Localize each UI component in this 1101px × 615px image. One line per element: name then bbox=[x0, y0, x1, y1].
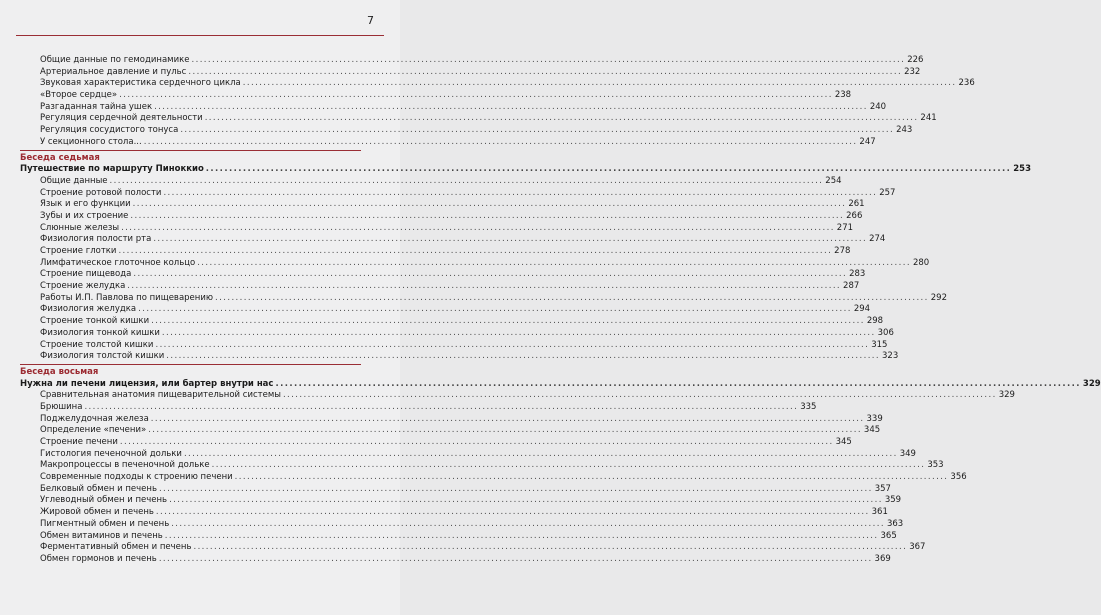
toc-entry-title: Общие данные bbox=[40, 175, 108, 186]
leader-dots bbox=[283, 390, 997, 402]
toc-entry-page: 349 bbox=[899, 448, 916, 459]
toc-entry-title: Лимфатическое глоточное кольцо bbox=[40, 257, 196, 268]
toc-entry-title: Современные подходы к строению печени bbox=[40, 472, 233, 483]
toc-entry-title: Пигментный обмен и печень bbox=[40, 518, 170, 529]
toc-entry[interactable] bbox=[20, 401, 817, 414]
toc-entry[interactable] bbox=[20, 292, 947, 305]
toc-entry-page: 261 bbox=[848, 199, 865, 210]
toc-entry-page: 367 bbox=[909, 542, 926, 553]
toc-entry-page: 271 bbox=[836, 222, 854, 233]
toc-entry[interactable] bbox=[20, 55, 924, 67]
chapter-entry[interactable] bbox=[20, 164, 1031, 176]
toc-entry[interactable] bbox=[20, 460, 944, 472]
toc-entry-title: Обмен витаминов и печень bbox=[40, 530, 163, 541]
leader-dots bbox=[235, 472, 949, 484]
toc-block-hemodynamics bbox=[20, 55, 975, 149]
toc-entry[interactable] bbox=[20, 495, 902, 507]
toc-entry[interactable] bbox=[20, 125, 913, 137]
toc-entry-title: Строение печени bbox=[40, 437, 118, 447]
leader-dots bbox=[156, 507, 870, 519]
toc-entry-page: 254 bbox=[825, 175, 842, 186]
leader-dots bbox=[275, 379, 1080, 391]
leader-dots bbox=[119, 90, 833, 102]
toc-entry-title: Зубы и их строение bbox=[40, 210, 129, 221]
toc-entry-page: 283 bbox=[849, 269, 866, 280]
toc-entry-page: 226 bbox=[907, 55, 924, 65]
toc-entry-page: 353 bbox=[927, 460, 944, 471]
toc-entry[interactable] bbox=[20, 390, 1015, 402]
toc-entry-title: «Второе сердце» bbox=[40, 90, 118, 101]
leader-dots bbox=[205, 113, 919, 125]
leader-dots bbox=[120, 437, 834, 449]
toc-entry[interactable] bbox=[20, 199, 865, 211]
section-rule bbox=[20, 150, 361, 151]
toc-entry-page: 339 bbox=[866, 413, 883, 424]
header-rule bbox=[16, 35, 384, 36]
leader-dots bbox=[206, 164, 1011, 176]
toc-entry-title: Физиология толстой кишки bbox=[40, 351, 165, 362]
toc-entry-page: 369 bbox=[874, 553, 891, 564]
toc-entry[interactable] bbox=[20, 518, 904, 531]
toc-entry-title: Строение глотки bbox=[40, 246, 117, 256]
leader-dots bbox=[197, 258, 911, 270]
toc-entry[interactable] bbox=[20, 113, 937, 125]
chapter-page: 253 bbox=[1013, 164, 1031, 175]
chapter-title: Нужна ли печени лицензия, или бартер внутри нас bbox=[20, 378, 274, 389]
toc-entry-title: Строение желудка bbox=[40, 281, 126, 292]
toc-entry-title: Строение пищевода bbox=[40, 269, 132, 280]
toc-entry-page: 298 bbox=[866, 316, 884, 327]
toc-entry-title: Строение тонкой кишки bbox=[40, 316, 150, 327]
toc-entry-page: 257 bbox=[879, 187, 896, 198]
leader-dots bbox=[184, 449, 898, 461]
toc-entry[interactable] bbox=[20, 78, 975, 90]
table-of-contents bbox=[20, 55, 1101, 566]
toc-entry[interactable] bbox=[20, 90, 852, 102]
leader-dots bbox=[180, 125, 894, 137]
leader-dots bbox=[166, 351, 880, 363]
leader-dots bbox=[127, 281, 841, 293]
toc-entry[interactable] bbox=[20, 257, 930, 270]
toc-entry-page: 345 bbox=[863, 425, 881, 436]
toc-entry-title: Жировой обмен и печень bbox=[40, 507, 154, 518]
toc-entry[interactable] bbox=[20, 507, 888, 519]
toc-entry-page: 315 bbox=[871, 339, 888, 350]
toc-entry-title: У секционного стола... bbox=[40, 136, 142, 147]
toc-entry-title: Разгаданная тайна ушек bbox=[40, 101, 153, 112]
toc-entry-title: Регуляция сердечной деятельности bbox=[40, 113, 203, 124]
leader-dots bbox=[169, 495, 883, 507]
toc-entry-title: Язык и его функции bbox=[40, 199, 131, 210]
toc-entry[interactable] bbox=[20, 210, 863, 223]
leader-dots bbox=[133, 269, 847, 281]
toc-entry-title: Белковый обмен и печень bbox=[40, 483, 157, 494]
toc-entry-title: Общие данные по гемодинамике bbox=[40, 55, 190, 65]
toc-entry-page: 345 bbox=[835, 437, 852, 447]
toc-entry[interactable] bbox=[20, 246, 851, 258]
leader-dots bbox=[171, 519, 885, 531]
toc-entry[interactable] bbox=[20, 483, 891, 496]
toc-entry-page: 335 bbox=[800, 401, 817, 412]
toc-entry[interactable] bbox=[20, 316, 884, 328]
toc-entry[interactable] bbox=[20, 101, 887, 114]
leader-dots bbox=[215, 293, 929, 305]
toc-entry[interactable] bbox=[20, 339, 888, 352]
toc-entry[interactable] bbox=[20, 175, 842, 188]
toc-entry-page: 243 bbox=[896, 125, 913, 136]
toc-entry-page: 278 bbox=[834, 246, 851, 256]
toc-entry[interactable] bbox=[20, 187, 896, 200]
toc-entry[interactable] bbox=[20, 269, 866, 281]
toc-entry-page: 241 bbox=[920, 113, 937, 124]
toc-entry-title: Углеводный обмен и печень bbox=[40, 495, 168, 506]
leader-dots bbox=[193, 542, 907, 554]
toc-entry-title: Макропроцессы в печеночной дольке bbox=[40, 460, 210, 471]
leader-dots bbox=[151, 414, 865, 426]
toc-entry-title: Артериальное давление и пульс bbox=[40, 66, 187, 77]
toc-entry[interactable] bbox=[20, 542, 926, 554]
toc-entry[interactable] bbox=[20, 66, 921, 79]
page-number: 7 bbox=[367, 14, 374, 27]
toc-entry[interactable] bbox=[20, 304, 871, 316]
toc-entry-page: 365 bbox=[880, 530, 897, 541]
toc-entry[interactable] bbox=[20, 351, 899, 363]
toc-entry-title: Строение ротовой полости bbox=[40, 187, 162, 198]
toc-entry-title: Брюшина bbox=[40, 401, 83, 412]
chapter-page: 329 bbox=[1082, 378, 1101, 389]
toc-entry-page: 294 bbox=[853, 304, 871, 315]
leader-dots bbox=[165, 531, 879, 543]
section-rule bbox=[20, 364, 361, 365]
toc-entry-page: 292 bbox=[930, 292, 947, 303]
leader-dots bbox=[159, 554, 873, 566]
toc-entry-title: Физиология желудка bbox=[40, 304, 137, 315]
toc-entry-page: 329 bbox=[998, 390, 1015, 401]
section-heading-seventh: Беседа седьмая bbox=[20, 152, 100, 163]
toc-entry-page: 357 bbox=[874, 483, 891, 494]
toc-entry-page: 287 bbox=[843, 281, 860, 292]
toc-entry-title: Звуковая характеристика сердечного цикла bbox=[40, 78, 241, 89]
toc-entry-page: 363 bbox=[886, 518, 904, 529]
toc-entry-page: 280 bbox=[912, 257, 930, 268]
toc-entry-page: 323 bbox=[882, 351, 899, 362]
toc-entry-page: 232 bbox=[904, 66, 921, 77]
toc-entry[interactable] bbox=[20, 448, 916, 461]
leader-dots bbox=[133, 199, 847, 211]
toc-entry-page: 238 bbox=[834, 90, 852, 101]
leader-dots bbox=[155, 340, 869, 352]
leader-dots bbox=[118, 246, 832, 258]
toc-block-eighth bbox=[20, 390, 1015, 565]
leader-dots bbox=[162, 328, 876, 340]
toc-entry-title: Строение толстой кишки bbox=[40, 339, 154, 350]
toc-entry[interactable] bbox=[20, 553, 891, 566]
toc-entry[interactable] bbox=[20, 327, 894, 340]
toc-entry-title: Гистология печеночной дольки bbox=[40, 448, 182, 459]
leader-dots bbox=[148, 425, 862, 437]
leader-dots bbox=[110, 176, 824, 188]
leader-dots bbox=[121, 223, 835, 235]
leader-dots bbox=[151, 316, 865, 328]
toc-entry-page: 266 bbox=[846, 210, 863, 221]
leader-dots bbox=[144, 137, 858, 149]
leader-dots bbox=[130, 211, 844, 223]
toc-entry-title: Обмен гормонов и печень bbox=[40, 553, 157, 564]
toc-entry[interactable] bbox=[20, 281, 860, 293]
toc-entry[interactable] bbox=[20, 413, 883, 426]
toc-block-seventh bbox=[20, 175, 947, 363]
toc-entry-page: 247 bbox=[859, 136, 876, 147]
leader-dots bbox=[153, 234, 867, 246]
leader-dots bbox=[138, 304, 852, 316]
toc-entry[interactable] bbox=[20, 222, 854, 235]
toc-entry[interactable] bbox=[20, 136, 876, 149]
leader-dots bbox=[191, 55, 905, 67]
toc-entry[interactable] bbox=[20, 437, 852, 449]
section-heading-eighth: Беседа восьмая bbox=[20, 366, 99, 377]
toc-entry-page: 361 bbox=[871, 507, 888, 518]
toc-entry-title: Ферментативный обмен и печень bbox=[40, 542, 192, 553]
toc-entry[interactable] bbox=[20, 530, 897, 543]
leader-dots bbox=[212, 460, 926, 472]
chapter-entry[interactable] bbox=[20, 378, 1101, 391]
toc-entry-page: 356 bbox=[950, 472, 967, 483]
toc-entry-title: Регуляция сосудистого тонуса bbox=[40, 125, 179, 136]
toc-entry-page: 236 bbox=[958, 78, 975, 89]
toc-entry-title: Работы И.П. Павлова по пищеварению bbox=[40, 292, 214, 303]
leader-dots bbox=[188, 67, 902, 79]
toc-entry[interactable] bbox=[20, 425, 881, 437]
toc-entry-title: Слюнные железы bbox=[40, 222, 120, 233]
toc-entry-title: Определение «печени» bbox=[40, 425, 147, 436]
toc-entry-title: Поджелудочная железа bbox=[40, 413, 149, 424]
toc-entry-page: 359 bbox=[884, 495, 902, 506]
toc-entry-title: Сравнительная анатомия пищеварительной системы bbox=[40, 390, 281, 401]
toc-entry[interactable] bbox=[20, 472, 967, 484]
leader-dots bbox=[243, 78, 957, 90]
toc-entry-page: 240 bbox=[869, 101, 887, 112]
leader-dots bbox=[163, 188, 877, 200]
leader-dots bbox=[84, 402, 798, 414]
leader-dots bbox=[154, 102, 868, 114]
toc-entry-page: 274 bbox=[869, 234, 886, 245]
toc-entry-page: 306 bbox=[877, 327, 894, 338]
leader-dots bbox=[159, 484, 873, 496]
toc-entry-title: Физиология тонкой кишки bbox=[40, 327, 160, 338]
toc-entry-title: Физиология полости рта bbox=[40, 234, 152, 245]
toc-entry[interactable] bbox=[20, 234, 886, 246]
chapter-title: Путешествие по маршруту Пиноккио bbox=[20, 164, 204, 175]
